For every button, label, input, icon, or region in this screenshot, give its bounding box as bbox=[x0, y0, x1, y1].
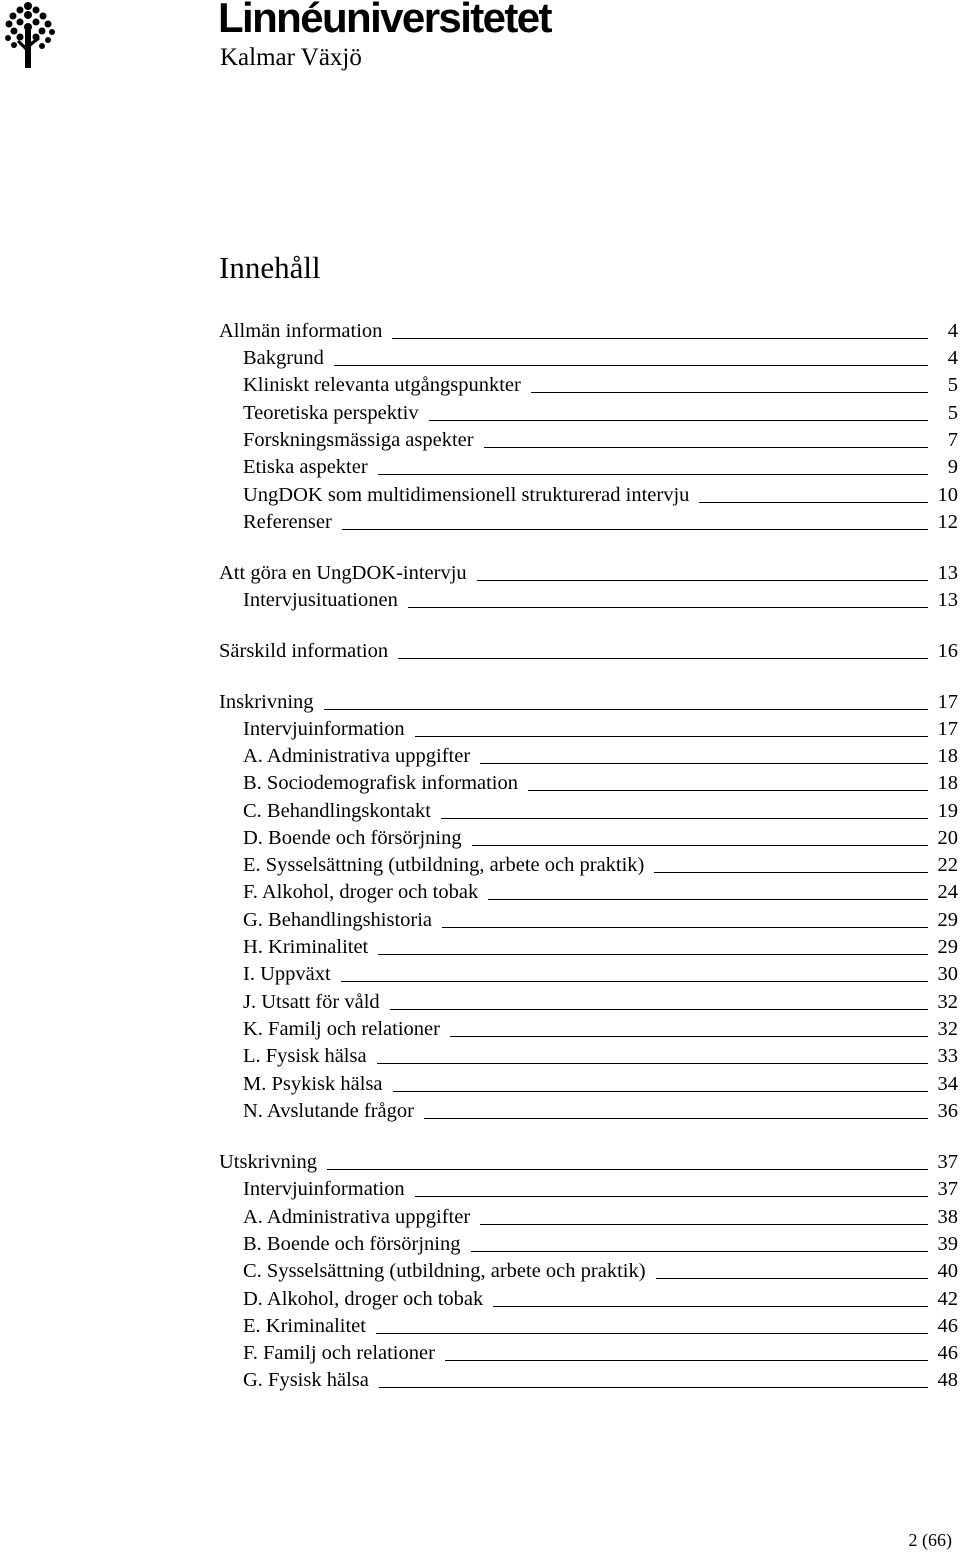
toc-entry-title: A. Administrativa uppgifter bbox=[243, 1206, 471, 1228]
toc-entry[interactable] bbox=[243, 424, 958, 450]
toc-entry-title: E. Sysselsättning (utbildning, arbete och praktik) bbox=[243, 854, 645, 876]
toc-leader-line bbox=[424, 1118, 928, 1119]
toc-entry[interactable] bbox=[243, 584, 958, 610]
toc-entry-page: 46 bbox=[937, 1315, 958, 1337]
toc-leader-line bbox=[415, 1196, 928, 1197]
toc-leader-line bbox=[472, 845, 928, 846]
toc-leader-line bbox=[488, 899, 928, 900]
toc-entry-page: 40 bbox=[937, 1260, 958, 1282]
toc-leader-line bbox=[484, 447, 928, 448]
toc-entry[interactable] bbox=[243, 479, 958, 505]
toc-entry-title: A. Administrativa uppgifter bbox=[243, 745, 471, 767]
toc-leader-line bbox=[415, 736, 928, 737]
toc-leader-line bbox=[342, 529, 928, 530]
university-logo bbox=[2, 0, 622, 80]
toc-entry-title: L. Fysisk hälsa bbox=[243, 1045, 367, 1067]
toc-entry-page: 32 bbox=[937, 991, 958, 1013]
toc-entry-title: Forskningsmässiga aspekter bbox=[243, 429, 474, 451]
toc-entry-page: 33 bbox=[937, 1045, 958, 1067]
toc-leader-line bbox=[656, 1278, 928, 1279]
toc-entry[interactable] bbox=[243, 1228, 958, 1254]
toc-entry[interactable] bbox=[243, 1283, 958, 1309]
toc-entry[interactable] bbox=[243, 1310, 958, 1336]
toc-entry-title: D. Alkohol, droger och tobak bbox=[243, 1288, 484, 1310]
toc-entry-title: B. Boende och försörjning bbox=[243, 1233, 461, 1255]
toc-entry[interactable] bbox=[219, 686, 958, 712]
toc-entry-title: Intervjuinformation bbox=[243, 718, 405, 740]
toc-entry[interactable] bbox=[219, 557, 958, 583]
toc-entry-title: Etiska aspekter bbox=[243, 456, 368, 478]
toc-entry-page: 37 bbox=[937, 1151, 958, 1173]
toc-entry[interactable] bbox=[219, 635, 958, 661]
toc-entry-page: 13 bbox=[937, 589, 958, 611]
toc-leader-line bbox=[654, 872, 928, 873]
toc-entry-title: C. Sysselsättning (utbildning, arbete och praktik) bbox=[243, 1260, 646, 1282]
toc-entry[interactable] bbox=[219, 1146, 958, 1172]
toc-leader-line bbox=[480, 763, 928, 764]
toc-entry[interactable] bbox=[243, 1040, 958, 1066]
toc-entry-page: 13 bbox=[937, 562, 958, 584]
toc-leader-line bbox=[377, 1063, 928, 1064]
toc-entry-page: 12 bbox=[937, 511, 958, 533]
toc-entry-page: 32 bbox=[937, 1018, 958, 1040]
toc-entry-title: G. Behandlingshistoria bbox=[243, 909, 433, 931]
toc-entry-title: C. Behandlingskontakt bbox=[243, 800, 431, 822]
toc-entry-page: 36 bbox=[937, 1100, 958, 1122]
toc-entry-page: 17 bbox=[937, 718, 958, 740]
toc-leader-line bbox=[334, 365, 928, 366]
tree-icon bbox=[2, 0, 62, 72]
toc-entry-title: N. Avslutande frågor bbox=[243, 1100, 414, 1122]
toc-entry-page: 20 bbox=[937, 827, 958, 849]
toc-heading: Innehåll bbox=[219, 250, 321, 285]
toc-entry[interactable] bbox=[243, 795, 958, 821]
toc-entry[interactable] bbox=[243, 1095, 958, 1121]
toc-entry-title: Intervjusituationen bbox=[243, 589, 398, 611]
toc-leader-line bbox=[408, 607, 928, 608]
toc-entry-title: Särskild information bbox=[219, 640, 389, 662]
toc-entry-page: 48 bbox=[937, 1369, 958, 1391]
toc-entry-title: D. Boende och försörjning bbox=[243, 827, 462, 849]
toc-entry[interactable] bbox=[243, 958, 958, 984]
toc-entry-title: E. Kriminalitet bbox=[243, 1315, 366, 1337]
toc-entry[interactable] bbox=[243, 822, 958, 848]
toc-entry-page: 30 bbox=[937, 963, 958, 985]
toc-leader-line bbox=[378, 954, 928, 955]
toc-entry-page: 10 bbox=[937, 484, 958, 506]
toc-leader-line bbox=[324, 709, 928, 710]
toc-entry[interactable] bbox=[243, 986, 958, 1012]
toc-entry[interactable] bbox=[243, 1173, 958, 1199]
toc-leader-line bbox=[531, 392, 928, 393]
toc-entry-page: 16 bbox=[937, 640, 958, 662]
toc-leader-line bbox=[376, 1333, 928, 1334]
toc-leader-line bbox=[445, 1360, 928, 1361]
toc-leader-line bbox=[341, 981, 928, 982]
toc-entry-title: Utskrivning bbox=[219, 1151, 317, 1173]
toc-entry-title: B. Sociodemografisk information bbox=[243, 772, 518, 794]
toc-entry-page: 24 bbox=[937, 881, 958, 903]
toc-leader-line bbox=[480, 1224, 928, 1225]
toc-entry-page: 39 bbox=[937, 1233, 958, 1255]
toc-leader-line bbox=[392, 338, 928, 339]
toc-entry[interactable] bbox=[243, 1068, 958, 1094]
toc-entry-title: G. Fysisk hälsa bbox=[243, 1369, 369, 1391]
toc-entry-title: Inskrivning bbox=[219, 691, 314, 713]
toc-entry-title: M. Psykisk hälsa bbox=[243, 1073, 383, 1095]
toc-leader-line bbox=[471, 1251, 929, 1252]
toc-entry[interactable] bbox=[243, 506, 958, 532]
toc-entry-title: Kliniskt relevanta utgångspunkter bbox=[243, 374, 521, 396]
toc-entry[interactable] bbox=[243, 1337, 958, 1363]
toc-entry-page: 29 bbox=[937, 909, 958, 931]
toc-entry-title: J. Utsatt för våld bbox=[243, 991, 380, 1013]
toc-entry-title: Bakgrund bbox=[243, 347, 324, 369]
toc-entry-title: Referenser bbox=[243, 511, 332, 533]
toc-leader-line bbox=[429, 420, 928, 421]
page-number: 2 (66) bbox=[908, 1530, 952, 1550]
toc-leader-line bbox=[493, 1306, 928, 1307]
toc-entry-page: 38 bbox=[937, 1206, 958, 1228]
toc-entry-page: 29 bbox=[937, 936, 958, 958]
toc-entry[interactable] bbox=[243, 1255, 958, 1281]
toc-entry[interactable] bbox=[243, 931, 958, 957]
toc-leader-line bbox=[441, 818, 928, 819]
toc-entry-page: 19 bbox=[937, 800, 958, 822]
toc-entry-page: 18 bbox=[937, 745, 958, 767]
toc-entry[interactable] bbox=[243, 369, 958, 395]
toc-entry-page: 5 bbox=[947, 374, 958, 396]
toc-entry-page: 42 bbox=[937, 1288, 958, 1310]
toc-entry-page: 22 bbox=[937, 854, 958, 876]
toc-entry-page: 34 bbox=[937, 1073, 958, 1095]
logo-name: Linnéuniversitetet bbox=[218, 0, 551, 41]
toc-entry-page: 46 bbox=[937, 1342, 958, 1364]
toc-leader-line bbox=[528, 790, 928, 791]
toc-entry-title: F. Familj och relationer bbox=[243, 1342, 435, 1364]
toc-entry-title: H. Kriminalitet bbox=[243, 936, 369, 958]
toc-entry[interactable] bbox=[243, 1201, 958, 1227]
toc-entry[interactable] bbox=[243, 876, 958, 902]
toc-entry-title: Allmän information bbox=[219, 320, 383, 342]
toc-leader-line bbox=[390, 1009, 928, 1010]
toc-entry-title: Teoretiska perspektiv bbox=[243, 402, 419, 424]
toc-entry-title: K. Familj och relationer bbox=[243, 1018, 440, 1040]
toc-entry-page: 9 bbox=[947, 456, 958, 478]
toc-entry-page: 7 bbox=[947, 429, 958, 451]
toc-entry[interactable] bbox=[219, 315, 958, 341]
toc-entry-title: I. Uppväxt bbox=[243, 963, 331, 985]
toc-entry[interactable] bbox=[243, 713, 958, 739]
toc-entry[interactable] bbox=[243, 740, 958, 766]
toc-leader-line bbox=[379, 1387, 928, 1388]
toc-leader-line bbox=[327, 1169, 928, 1170]
toc-entry[interactable] bbox=[243, 767, 958, 793]
toc-entry-page: 4 bbox=[947, 347, 958, 369]
toc-entry-title: F. Alkohol, droger och tobak bbox=[243, 881, 479, 903]
toc-leader-line bbox=[450, 1036, 928, 1037]
toc-leader-line bbox=[477, 580, 928, 581]
logo-subtitle: Kalmar Växjö bbox=[220, 44, 362, 71]
toc-leader-line bbox=[393, 1091, 928, 1092]
toc-entry-page: 5 bbox=[947, 402, 958, 424]
toc-leader-line bbox=[398, 658, 928, 659]
toc-entry[interactable] bbox=[243, 904, 958, 930]
toc-entry-title: UngDOK som multidimensionell strukturerad intervju bbox=[243, 484, 690, 506]
toc-entry[interactable] bbox=[243, 1364, 958, 1390]
toc-entry[interactable] bbox=[243, 451, 958, 477]
toc-leader-line bbox=[699, 502, 928, 503]
toc-entry-page: 18 bbox=[937, 772, 958, 794]
toc-leader-line bbox=[442, 927, 928, 928]
toc-entry-page: 17 bbox=[937, 691, 958, 713]
toc-entry-title: Att göra en UngDOK-intervju bbox=[219, 562, 467, 584]
toc-entry[interactable] bbox=[243, 342, 958, 368]
toc-leader-line bbox=[378, 474, 928, 475]
toc-entry-page: 37 bbox=[937, 1178, 958, 1200]
toc-entry[interactable] bbox=[243, 1013, 958, 1039]
toc-entry[interactable] bbox=[243, 849, 958, 875]
toc-entry-page: 4 bbox=[947, 320, 958, 342]
toc-entry[interactable] bbox=[243, 397, 958, 423]
toc-entry-title: Intervjuinformation bbox=[243, 1178, 405, 1200]
